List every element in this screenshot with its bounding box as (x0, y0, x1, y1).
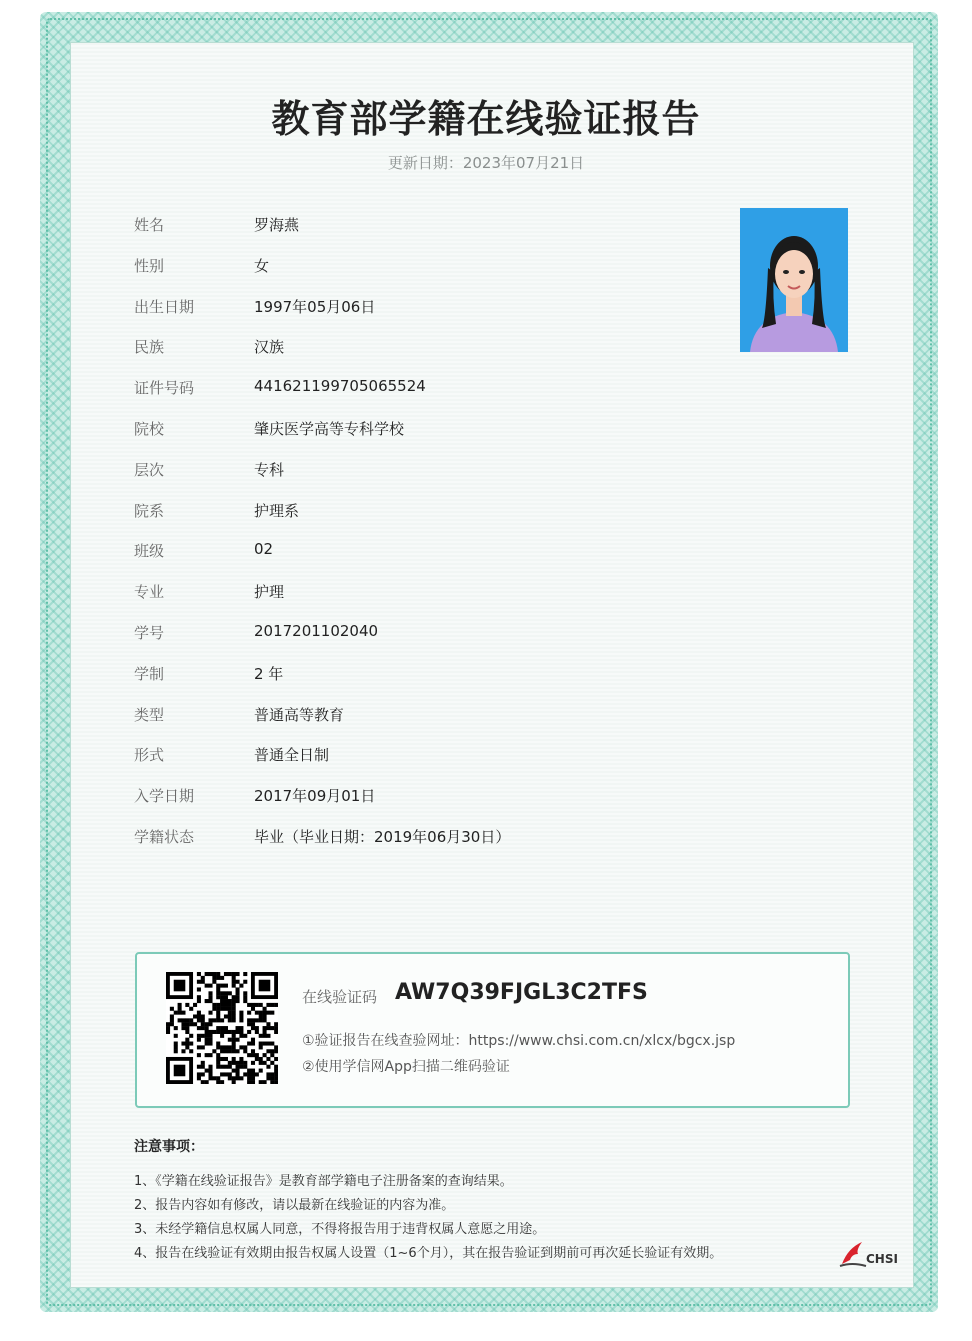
qr-code-icon (166, 972, 278, 1084)
field-label: 专业 (134, 583, 165, 602)
note-item: 4、报告在线验证有效期由报告权属人设置（1~6个月），其在报告验证到期前可再次延长验证有效期。 (134, 1246, 723, 1261)
note-item: 2、报告内容如有修改，请以最新在线验证的内容为准。 (134, 1198, 455, 1213)
field-label: 类型 (134, 705, 165, 724)
field-value: 1997年05月06日 (254, 297, 376, 316)
id-photo (740, 208, 848, 352)
field-value: 2017201102040 (254, 622, 379, 640)
verification-code: AW7Q39FJGL3C2TFS (395, 980, 648, 1005)
portrait-image (740, 208, 848, 352)
field-label: 性别 (134, 256, 165, 275)
field-value: 普通全日制 (254, 746, 330, 765)
note-item: 3、未经学籍信息权属人同意，不得将报告用于违背权属人意愿之用途。 (134, 1222, 546, 1237)
field-value: 护理 (254, 583, 285, 602)
verification-app-text: ②使用学信网App扫描二维码验证 (302, 1059, 510, 1075)
qr-code[interactable] (166, 972, 278, 1084)
field-value: 02 (254, 540, 274, 559)
field-value: 专科 (254, 460, 285, 479)
field-value: 汉族 (254, 338, 285, 357)
verification-code-label: 在线验证码 (302, 988, 378, 1006)
verification-url-text: ①验证报告在线查验网址：https://www.chsi.com.cn/xlcx/bgcx.jsp (302, 1033, 736, 1049)
field-value: 罗海燕 (254, 216, 300, 234)
field-value: 2 年 (254, 664, 284, 683)
note-item: 1、《学籍在线验证报告》是教育部学籍电子注册备案的查询结果。 (134, 1174, 513, 1189)
field-label: 入学日期 (134, 787, 195, 806)
notes-title: 注意事项： (134, 1139, 204, 1155)
field-label: 层次 (134, 460, 165, 479)
field-label: 姓名 (134, 216, 165, 234)
page-title: 教育部学籍在线验证报告 (271, 97, 701, 141)
chsi-logo-text: CHSI (866, 1252, 898, 1266)
field-label: 学制 (134, 664, 165, 683)
field-value: 毕业（毕业日期：2019年06月30日） (254, 828, 511, 846)
field-label: 院校 (134, 420, 165, 438)
field-label: 形式 (134, 746, 165, 765)
field-label: 民族 (134, 338, 165, 357)
field-label: 学号 (134, 624, 165, 642)
chsi-bird-icon (838, 1238, 868, 1270)
field-label: 学籍状态 (134, 828, 195, 846)
field-value: 护理系 (254, 501, 300, 520)
field-value: 2017年09月01日 (254, 787, 376, 806)
field-label: 出生日期 (134, 297, 195, 316)
update-date: 更新日期：2023年07月21日 (387, 154, 585, 172)
field-value: 441621199705065524 (254, 377, 426, 396)
field-value: 肇庆医学高等专科学校 (254, 420, 405, 438)
field-label: 证件号码 (134, 379, 195, 398)
field-label: 班级 (134, 542, 165, 561)
field-value: 普通高等教育 (254, 705, 345, 724)
field-label: 院系 (134, 501, 165, 520)
field-value: 女 (254, 256, 270, 275)
